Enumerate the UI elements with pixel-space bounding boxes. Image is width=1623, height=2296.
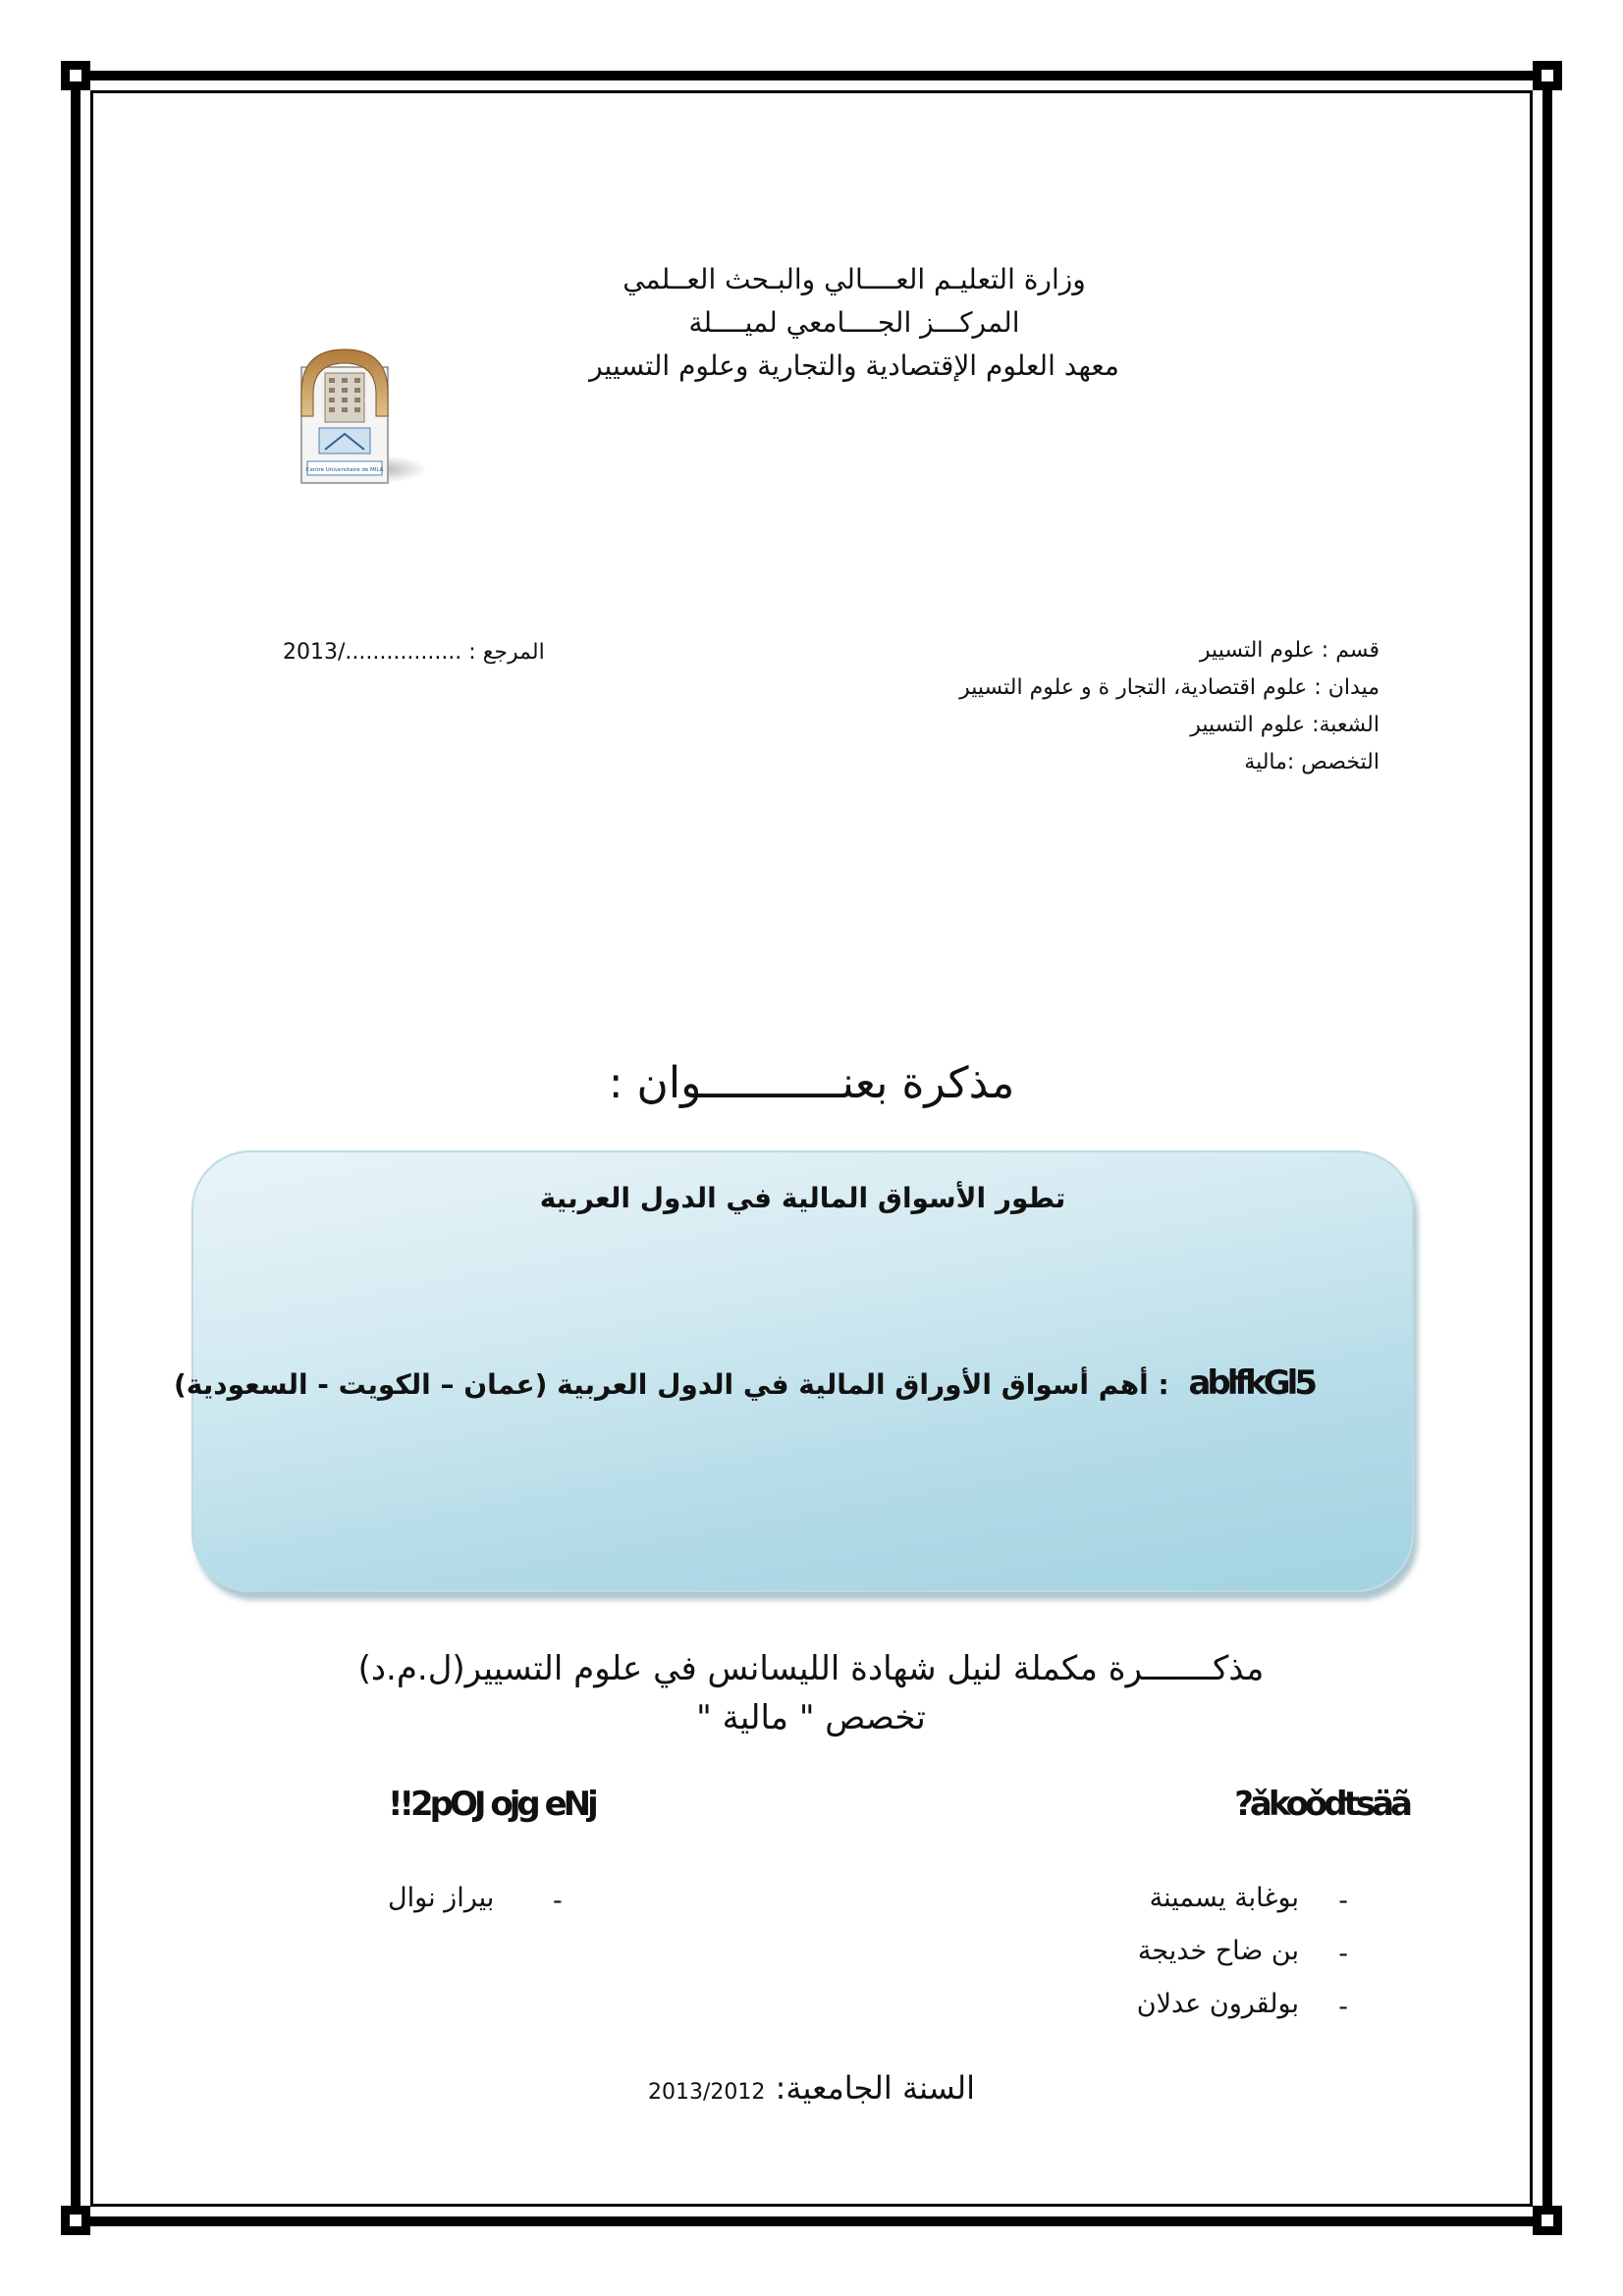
- memo-heading: مذكرة بعنـــــــــــوان :: [608, 1058, 1015, 1108]
- student-dash-2: -: [1338, 1939, 1348, 1969]
- academic-year-value: 2013/2012: [648, 2080, 766, 2105]
- academic-year: [0, 2069, 1623, 2107]
- student-name-1: بوغابة يسمينة: [1149, 1883, 1299, 1913]
- subtitle-label: ablfkGl5: [1188, 1363, 1314, 1403]
- field: ميدان : علوم اقتصادية، التجار ة و علوم التسيير: [959, 675, 1380, 700]
- student-name-2: بن ضاح خديجة: [1137, 1936, 1299, 1966]
- corner-ornament-top-left: [61, 61, 90, 90]
- students-heading: ?ǎkoǒdtsäã: [1234, 1785, 1409, 1824]
- student-dash-1: -: [1338, 1886, 1348, 1916]
- university-logo-icon: [290, 344, 427, 501]
- specialty: التخصص :مالية: [1244, 750, 1380, 774]
- svg-text:Centre Universitaire de MILA: Centre Universitaire de MILA: [305, 467, 384, 473]
- supervisor-dash: -: [553, 1886, 563, 1916]
- branch: الشعبة: علوم التسيير: [1190, 713, 1380, 737]
- reference-number: المرجع : ................./2013: [283, 640, 545, 665]
- academic-year-label: السنة الجامعية:: [775, 2069, 975, 2107]
- student-name-3: بولقرون عدلان: [1136, 1989, 1299, 2019]
- supervisor-name: بيراز نوال: [388, 1883, 495, 1913]
- purpose-line-2: تخصص " مالية ": [696, 1698, 926, 1737]
- memo-theme: تطور الأسواق المالية في الدول العربية: [539, 1182, 1066, 1214]
- memo-subtitle-row: [174, 1363, 1314, 1403]
- ministry-name: وزارة التعليـم العــــالي والبـحث العــلمي: [622, 263, 1086, 295]
- department: قسم : علوم التسيير: [1199, 638, 1380, 663]
- memo-subtitle: : أهم أسواق الأوراق المالية في الدول العربية (عمان – الكويت - السعودية): [173, 1368, 1169, 1401]
- corner-ornament-bottom-left: [61, 2206, 90, 2235]
- corner-ornament-bottom-right: [1533, 2206, 1562, 2235]
- center-name: المركـــز الجــــامعي لميــــلة: [688, 306, 1020, 339]
- purpose-line-1: مذكـــــــرة مكملة لنيل شهادة الليسانس في علوم التسيير(ل.م.د): [357, 1649, 1265, 1688]
- supervisor-heading: !!2pOJ ojg eNj: [388, 1785, 595, 1824]
- institute-name: معهد العلوم الإقتصادية والتجارية وعلوم التسيير: [589, 349, 1119, 382]
- corner-ornament-top-right: [1533, 61, 1562, 90]
- title-box: [173, 1150, 1414, 1592]
- student-dash-3: -: [1338, 1992, 1348, 2022]
